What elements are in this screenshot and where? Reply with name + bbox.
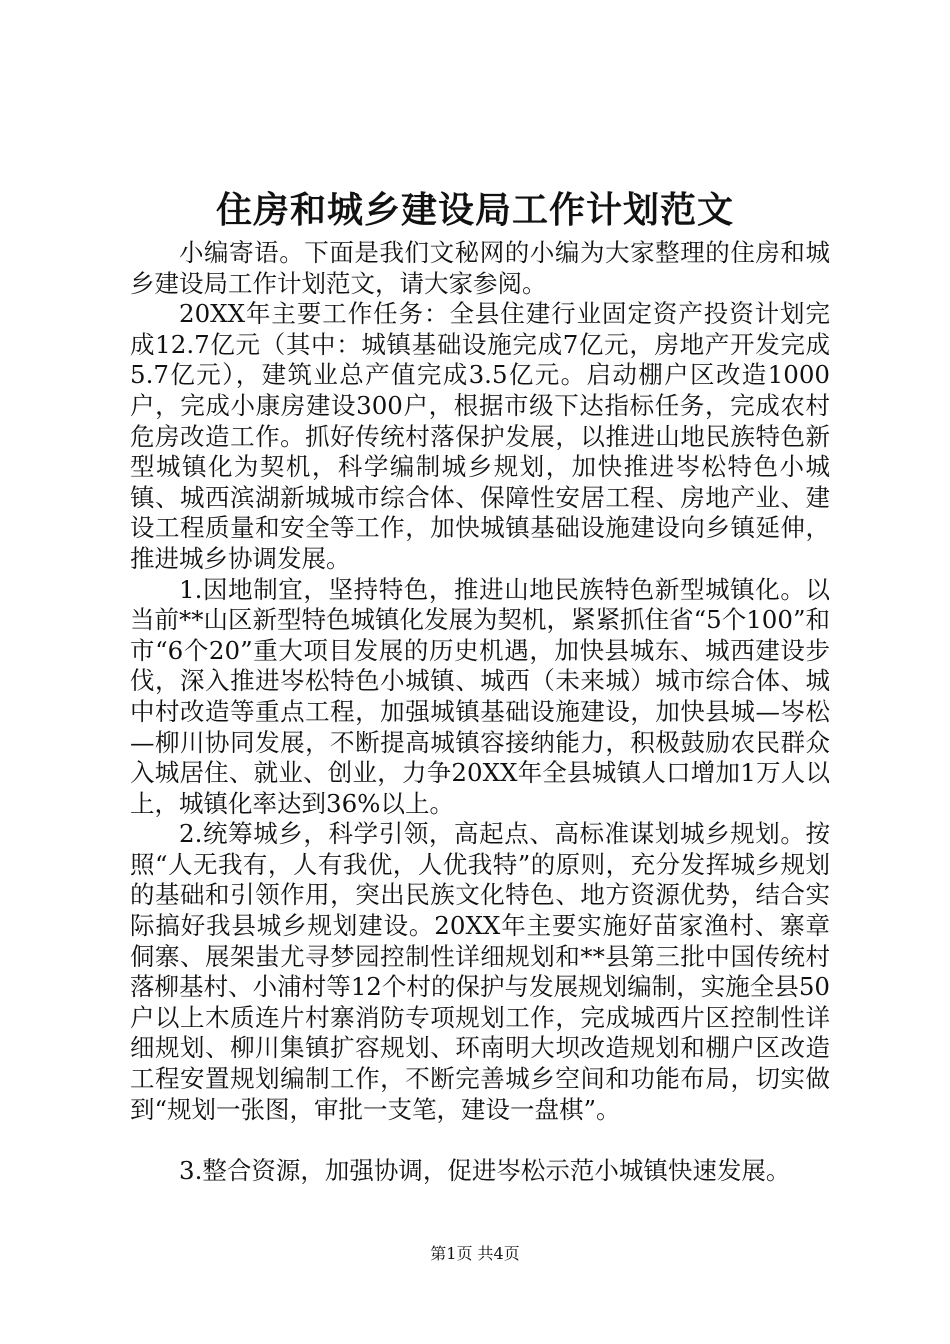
paragraph-intro: 小编寄语。下面是我们文秘网的小编为大家整理的住房和城乡建设局工作计划范文，请大家参阅。 bbox=[130, 238, 830, 298]
paragraph-item-1: 1.因地制宜，坚持特色，推进山地民族特色新型城镇化。以当前**山区新型特色城镇化发展为契机，紧紧抓住省“5个100”和市“6个20”重大项目发展的历史机遇，加快县城东、城西建设步伐，深入推进岑松特色小城镇、城西（未来城）城市综合体、城中村改造等重点工程，加强城镇基础设施建设，加快县城—岑松—柳川协同发展，不断提高城镇容接纳能力，积极鼓励农民群众入城居住、就业、创业，力争20XX年全县城镇人口增加1万人以上，城镇化率达到36%以上。 bbox=[130, 574, 830, 818]
page-footer: 第1页 共4页 bbox=[430, 1244, 520, 1263]
document-title: 住房和城乡建设局工作计划范文 bbox=[215, 189, 734, 231]
paragraph-item-3: 3.整合资源，加强协调，促进岑松示范小城镇快速发展。 bbox=[179, 1156, 791, 1186]
document-body bbox=[130, 238, 830, 1187]
paragraph-main-tasks: 20XX年主要工作任务：全县住建行业固定资产投资计划完成12.7亿元（其中：城镇基础设施完成7亿元，房地产开发完成5.7亿元），建筑业总产值完成3.5亿元。启动棚户区改造1000户，完成小康房建设300户，根据市级下达指标任务，完成农村危房改造工作。抓好传统村落保护发展，以推进山地民族特色新型城镇化为契机，科学编制城乡规划，加快推进岑松特色小城镇、城西滨湖新城城市综合体、保障性安居工程、房地产业、建设工程质量和安全等工作，加快城镇基础设施建设向乡镇延伸，推进城乡协调发展。 bbox=[130, 299, 830, 573]
paragraph-item-2: 2.统筹城乡，科学引领，高起点、高标准谋划城乡规划。按照“人无我有，人有我优，人优我特”的原则，充分发挥城乡规划的基础和引领作用，突出民族文化特色、地方资源优势，结合实际搞好我县城乡规划建设。20XX年主要实施好苗家渔村、寨章侗寨、展架蚩尤寻梦园控制性详细规划和**县第三批中国传统村落柳基村、小浦村等12个村的保护与发展规划编制，实施全县50户以上木质连片村寨消防专项规划工作，完成城西片区控制性详细规划、柳川集镇扩容规划、环南明大坝改造规划和棚户区改造工程安置规划编制工作，不断完善城乡空间和功能布局，切实做到“规划一张图，审批一支笔，建设一盘棋”。 bbox=[130, 819, 830, 1124]
